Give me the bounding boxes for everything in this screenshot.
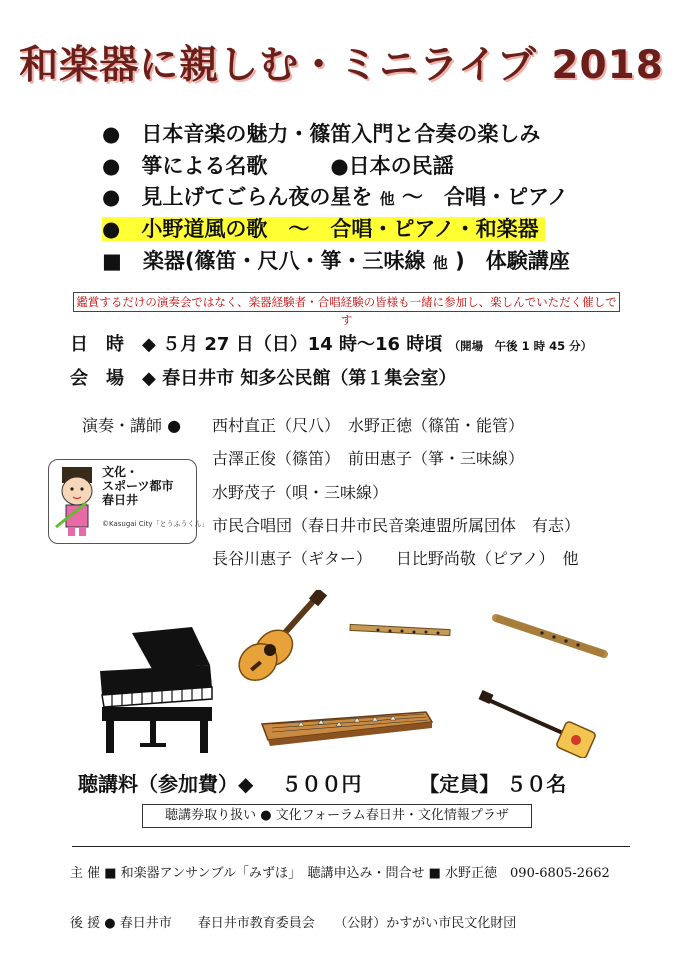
shinobue-flute-icon <box>348 622 453 638</box>
program-item-2: ● 箏による名歌 ●日本の民謡 <box>102 154 454 178</box>
fee-label: 聴講料（参加費）◆ <box>78 772 254 796</box>
datetime-note: （開場 午後 1 時 45 分） <box>448 339 593 353</box>
page-title: 和楽器に親しむ・ミニライブ 2018 <box>19 43 664 88</box>
footer-divider <box>72 846 630 847</box>
fee-line <box>78 768 566 797</box>
performer-line: 西村直正（尺八） 水野正徳（篠笛・能管） <box>212 416 525 435</box>
datetime-value: ５月 27 日（日）14 時～16 時頃 <box>162 334 443 355</box>
program-item-5 <box>102 245 570 275</box>
program-item-5-title: ■ 楽器(篠笛・尺八・箏・三味線 <box>102 249 426 273</box>
datetime-label: 日 時 ◆ <box>70 334 156 355</box>
grand-piano-icon <box>92 625 217 755</box>
mascot-copyright: ©Kasugai City「とうふうくん」 <box>102 520 209 528</box>
performer-line: 水野茂子（唄・三味線） <box>212 483 389 502</box>
mascot-line-2: スポーツ都市 <box>102 479 174 493</box>
mascot-text <box>102 465 174 507</box>
guitar-icon <box>238 590 328 682</box>
venue-line <box>70 364 456 390</box>
program-item-4 <box>102 213 545 243</box>
mascot-line-3: 春日井 <box>102 493 139 507</box>
notice-box: 鑑賞するだけの演奏会ではなく、楽器経験者・合唱経験の皆様も一緒に参加し、楽しんでいただく催しです <box>73 292 620 312</box>
performer-line: 古澤正俊（篠笛） 前田惠子（箏・三味線） <box>212 449 525 468</box>
datetime-line <box>70 330 592 356</box>
performers-label: 演奏・講師 ● <box>82 416 182 435</box>
sponsor-line: 後 援 ● 春日井市 春日井市教育委員会 （公財）かすがい市民文化財団 <box>70 916 517 931</box>
fee-value: ５００円 <box>281 772 362 796</box>
shakuhachi-icon <box>492 612 610 662</box>
capacity-value: ５０名 <box>506 772 567 796</box>
capacity-label: 【定員】 <box>419 772 500 796</box>
venue-label: 会 場 ◆ <box>70 368 156 389</box>
program-item-3-title: ● 見上げてごらん夜の星を <box>102 185 373 209</box>
program-item-5-tail: ) 体験講座 <box>455 249 570 273</box>
program-item-3 <box>102 181 568 211</box>
ticket-outlet-box: 聴講券取り扱い ● 文化フォーラム春日井・文化情報プラザ <box>142 804 532 828</box>
mascot-tofukun-icon <box>52 463 102 539</box>
program-item-3-tail: ～ 合唱・ピアノ <box>401 185 569 209</box>
organizer-line: 主 催 ■ 和楽器アンサンブル「みずほ」 聴講申込み・問合せ ■ 水野正徳 090-6805-2662 <box>70 866 610 881</box>
program-item-5-other: 他 <box>432 254 448 272</box>
performer-line: 長谷川惠子（ギター） 日比野尚敬（ピアノ） 他 <box>212 549 579 568</box>
venue-value: 春日井市 知多公民館（第１集会室） <box>162 368 457 389</box>
program-item-3-other: 他 <box>379 190 395 208</box>
program-item-1: ● 日本音楽の魅力・篠笛入門と合奏の楽しみ <box>102 122 541 146</box>
performer-line: 市民合唱団（春日井市民音楽連盟所属団体 有志） <box>212 516 581 535</box>
mascot-line-1: 文化・ <box>102 465 139 479</box>
program-item-4-highlight: ● 小野道風の歌 ～ 合唱・ピアノ・和楽器 <box>102 217 545 241</box>
koto-icon <box>258 702 438 752</box>
shamisen-icon <box>478 690 600 758</box>
